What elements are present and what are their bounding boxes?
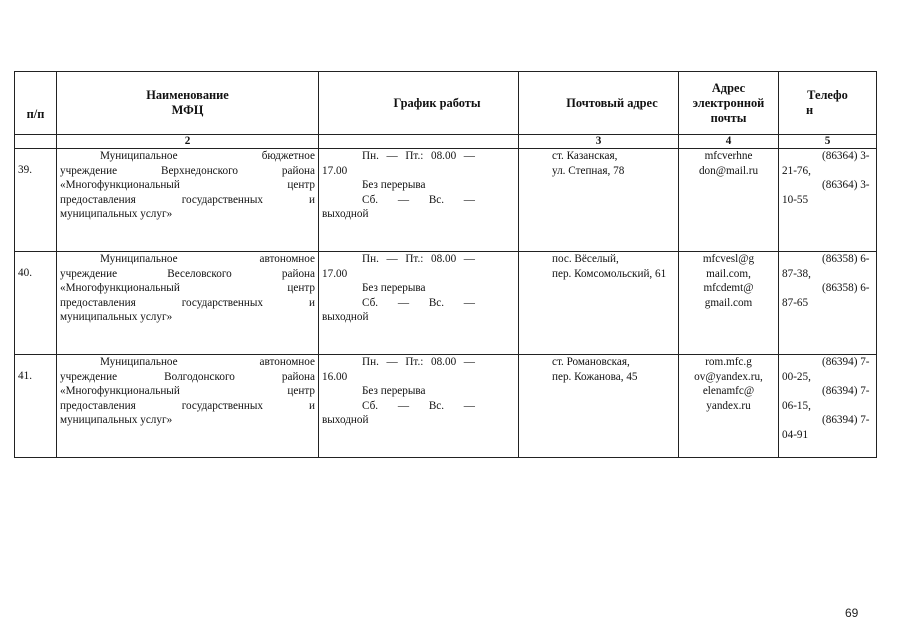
column-number-row bbox=[15, 135, 877, 149]
mfc-name: Муниципальное автономное учреждение Веселовского района «Многофункциональный центр предоставления государственных и муниципальных услуг» bbox=[57, 252, 319, 355]
email-address: mfcvesl@g mail.com, mfcdemt@ gmail.com bbox=[679, 252, 779, 355]
header-name: Наименование МФЦ bbox=[57, 72, 319, 135]
postal-address: ст. Казанская, ул. Степная, 78 bbox=[519, 149, 679, 252]
phone-number: (86394) 7- 00-25, (86394) 7- 06-15, (86394) 7- 04-91 bbox=[779, 355, 877, 458]
email-address: mfcverhne don@mail.ru bbox=[679, 149, 779, 252]
row-number: 41. bbox=[15, 355, 57, 458]
phone-number: (86358) 6- 87-38, (86358) 6- 87-65 bbox=[779, 252, 877, 355]
row-number: 40. bbox=[15, 252, 57, 355]
postal-address: ст. Романовская, пер. Кожанова, 45 bbox=[519, 355, 679, 458]
mfc-table bbox=[14, 71, 877, 458]
work-schedule: Пн. — Пт.: 08.00 — 16.00 Без перерыва Сб. — Вс. — выходной bbox=[319, 355, 519, 458]
header-schedule: График работы bbox=[319, 72, 519, 135]
work-schedule: Пн. — Пт.: 08.00 — 17.00 Без перерыва Сб. — Вс. — выходной bbox=[319, 252, 519, 355]
postal-address: пос. Вёселый, пер. Комсомольский, 61 bbox=[519, 252, 679, 355]
header-email: Адрес электронной почты bbox=[679, 72, 779, 135]
header-address: Почтовый адрес bbox=[519, 72, 679, 135]
phone-number: (86364) 3- 21-76, (86364) 3- 10-55 bbox=[779, 149, 877, 252]
mfc-name: Муниципальное автономное учреждение Волгодонского района «Многофункциональный центр предоставления государственных и муниципальных услуг» bbox=[57, 355, 319, 458]
colnum-4: 4 bbox=[679, 135, 779, 149]
work-schedule: Пн. — Пт.: 08.00 — 17.00 Без перерыва Сб. — Вс. — выходной bbox=[319, 149, 519, 252]
email-address: rom.mfc.g ov@yandex.ru, elenamfc@ yandex.ru bbox=[679, 355, 779, 458]
page-number: 69 bbox=[845, 606, 859, 620]
table-header-row bbox=[15, 72, 877, 135]
row-number: 39. bbox=[15, 149, 57, 252]
header-num: п/п bbox=[15, 72, 57, 135]
colnum-5: 5 bbox=[779, 135, 877, 149]
table-row bbox=[15, 355, 877, 458]
colnum-3: 3 bbox=[519, 135, 679, 149]
table-row bbox=[15, 252, 877, 355]
colnum-2: 2 bbox=[57, 135, 319, 149]
mfc-name: Муниципальное бюджетное учреждение Верхнедонского района «Многофункциональный центр предоставления государственных и муниципальных услуг» bbox=[57, 149, 319, 252]
colnum-1 bbox=[15, 135, 57, 149]
header-phone: Телефо н bbox=[779, 72, 877, 135]
table-row bbox=[15, 149, 877, 252]
colnum-blank bbox=[319, 135, 519, 149]
